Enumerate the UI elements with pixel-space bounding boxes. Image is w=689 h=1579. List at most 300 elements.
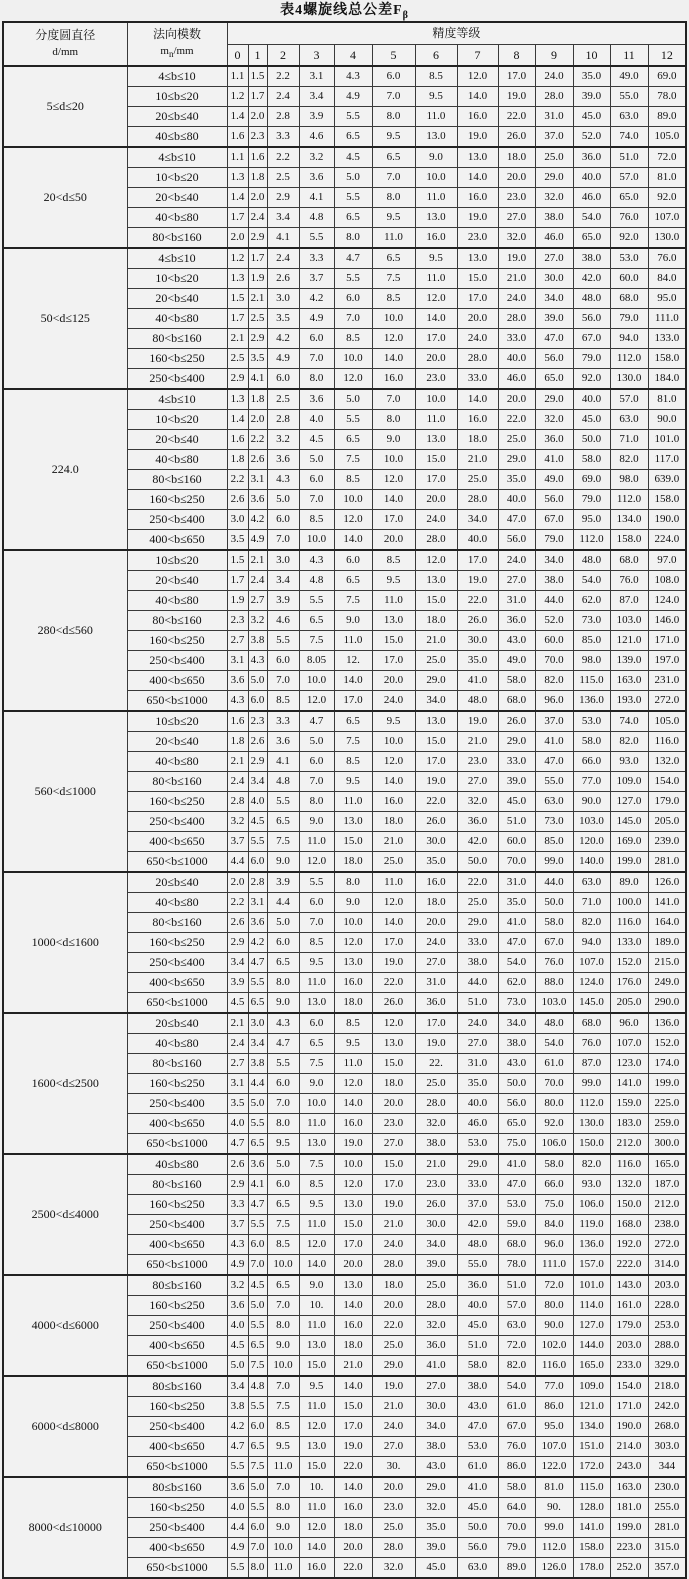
- grade-value-cell: 13.0: [299, 993, 334, 1014]
- b-range-cell: 40<b≤80: [127, 591, 227, 611]
- grade-value-cell: 39.0: [498, 772, 535, 792]
- grade-value-cell: 115.0: [573, 671, 610, 691]
- grade-value-cell: 5.0: [267, 1154, 299, 1175]
- grade-value-cell: 5.5: [248, 973, 267, 993]
- grade-value-cell: 65.0: [535, 369, 573, 390]
- grade-value-cell: 28.0: [372, 1255, 415, 1276]
- grade-value-cell: 18.0: [498, 147, 535, 168]
- grade-value-cell: 79.0: [535, 530, 573, 551]
- grade-value-cell: 25.0: [372, 1336, 415, 1356]
- b-range-cell: 650<b≤1000: [127, 691, 227, 712]
- grade-value-cell: 117.0: [648, 450, 686, 470]
- grade-value-cell: 36.0: [573, 147, 610, 168]
- grade-value-cell: 4.5: [227, 1336, 248, 1356]
- grade-value-cell: 82.0: [535, 671, 573, 691]
- grade-value-cell: 32.0: [415, 1114, 457, 1134]
- grade-value-cell: 49.0: [535, 470, 573, 490]
- b-range-cell: 80<b≤160: [127, 470, 227, 490]
- grade-value-cell: 103.0: [610, 611, 648, 631]
- grade-value-cell: 3.2: [299, 147, 334, 168]
- grade-value-cell: 86.0: [498, 1457, 535, 1478]
- grade-value-cell: 80.0: [535, 1094, 573, 1114]
- grade-value-cell: 171.0: [610, 1397, 648, 1417]
- grade-value-cell: 4.8: [299, 208, 334, 228]
- grade-value-cell: 3.9: [299, 107, 334, 127]
- grade-value-cell: 4.3: [248, 651, 267, 671]
- grade-value-cell: 44.0: [535, 872, 573, 893]
- grade-value-cell: 8.0: [299, 369, 334, 390]
- grade-value-cell: 17.0: [415, 470, 457, 490]
- grade-value-cell: 15.0: [415, 732, 457, 752]
- grade-value-cell: 12.0: [334, 510, 372, 530]
- grade-value-cell: 281.0: [648, 852, 686, 873]
- grade-value-cell: 88.0: [535, 973, 573, 993]
- grade-value-cell: 45.0: [573, 410, 610, 430]
- grade-value-cell: 54.0: [573, 208, 610, 228]
- grade-value-cell: 154.0: [610, 1376, 648, 1397]
- grade-value-cell: 94.0: [573, 933, 610, 953]
- grade-value-cell: 26.0: [457, 611, 498, 631]
- grade-value-cell: 3.4: [267, 208, 299, 228]
- grade-value-cell: 17.0: [334, 1235, 372, 1255]
- grade-value-cell: 4.8: [248, 1376, 267, 1397]
- grade-value-cell: 9.5: [299, 953, 334, 973]
- grade-value-cell: 12.0: [299, 691, 334, 712]
- grade-value-cell: 8.0: [248, 1558, 267, 1579]
- grade-value-cell: 7.0: [299, 913, 334, 933]
- grade-value-cell: 116.0: [610, 1154, 648, 1175]
- grade-value-cell: 50.0: [457, 852, 498, 873]
- grade-value-cell: 40.0: [457, 1094, 498, 1114]
- grade-value-cell: 30.0: [415, 1397, 457, 1417]
- grade-value-cell: 13.0: [457, 147, 498, 168]
- grade-value-cell: 10.0: [267, 1255, 299, 1276]
- grade-value-cell: 13.0: [334, 953, 372, 973]
- b-range-cell: 400<b≤650: [127, 973, 227, 993]
- grade-value-cell: 18.0: [372, 1074, 415, 1094]
- grade-value-cell: 12.0: [334, 933, 372, 953]
- grade-value-cell: 93.0: [610, 752, 648, 772]
- grade-value-cell: 63.0: [573, 872, 610, 893]
- module-header-label: 法向模数: [152, 27, 201, 42]
- grade-value-cell: 2.8: [248, 872, 267, 893]
- grade-value-cell: 116.0: [535, 1356, 573, 1377]
- grade-value-cell: 16.0: [415, 228, 457, 249]
- grade-value-cell: 20.0: [372, 530, 415, 551]
- grade-value-cell: 34.0: [535, 550, 573, 571]
- grade-value-cell: 36.0: [415, 993, 457, 1014]
- grade-value-cell: 203.0: [610, 1336, 648, 1356]
- grade-value-cell: 29.0: [535, 389, 573, 410]
- b-range-cell: 80<b≤160: [127, 611, 227, 631]
- grade-value-cell: 272.0: [648, 1235, 686, 1255]
- grade-value-cell: 5.5: [248, 1316, 267, 1336]
- grade-value-cell: 2.6: [227, 913, 248, 933]
- grade-value-cell: 12.0: [457, 66, 498, 87]
- grade-value-cell: 99.0: [535, 852, 573, 873]
- grade-value-cell: 14.0: [372, 772, 415, 792]
- grade-value-cell: 89.0: [498, 1558, 535, 1579]
- grade-value-cell: 224.0: [648, 530, 686, 551]
- grade-value-cell: 20.0: [372, 1296, 415, 1316]
- grade-value-cell: 51.0: [498, 812, 535, 832]
- grade-value-cell: 6.0: [267, 1175, 299, 1195]
- grade-value-cell: 9.0: [267, 1518, 299, 1538]
- grade-number-header: 1: [248, 45, 267, 67]
- b-range-cell: 20<b≤40: [127, 732, 227, 752]
- grade-value-cell: 4.5: [227, 993, 248, 1014]
- grade-value-cell: 290.0: [648, 993, 686, 1014]
- grade-value-cell: 10.0: [299, 1094, 334, 1114]
- grade-value-cell: 13.0: [299, 1437, 334, 1457]
- grade-value-cell: 134.0: [610, 510, 648, 530]
- grade-value-cell: 2.4: [227, 1034, 248, 1054]
- grade-value-cell: 3.1: [227, 1074, 248, 1094]
- grade-value-cell: 8.5: [415, 66, 457, 87]
- grade-value-cell: 22.0: [372, 973, 415, 993]
- grade-value-cell: 189.0: [648, 933, 686, 953]
- grade-value-cell: 15.0: [457, 269, 498, 289]
- grade-value-cell: 17.0: [372, 1175, 415, 1195]
- grade-value-cell: 32.0: [535, 410, 573, 430]
- grade-value-cell: 11.0: [299, 1215, 334, 1235]
- grade-value-cell: 357.0: [648, 1558, 686, 1579]
- grade-value-cell: 76.0: [573, 1034, 610, 1054]
- grade-value-cell: 58.0: [535, 913, 573, 933]
- grade-value-cell: 75.0: [535, 1195, 573, 1215]
- grade-value-cell: 1.9: [248, 269, 267, 289]
- grade-value-cell: 40.0: [573, 168, 610, 188]
- grade-value-cell: 4.2: [248, 933, 267, 953]
- grade-value-cell: 7.5: [299, 1154, 334, 1175]
- grade-value-cell: 1.8: [227, 732, 248, 752]
- grade-value-cell: 31.0: [498, 591, 535, 611]
- grade-value-cell: 82.0: [610, 450, 648, 470]
- grade-value-cell: 172.0: [573, 1457, 610, 1478]
- grade-value-cell: 21.0: [372, 1397, 415, 1417]
- grade-value-cell: 158.0: [610, 530, 648, 551]
- grade-value-cell: 9.0: [334, 893, 372, 913]
- grade-value-cell: 121.0: [573, 1397, 610, 1417]
- grade-value-cell: 21.0: [498, 269, 535, 289]
- grade-value-cell: 19.0: [498, 248, 535, 269]
- grade-value-cell: 249.0: [648, 973, 686, 993]
- grade-value-cell: 4.5: [299, 430, 334, 450]
- grade-value-cell: 49.0: [498, 651, 535, 671]
- grade-value-cell: 20.0: [372, 1477, 415, 1498]
- grade-value-cell: 40.0: [498, 490, 535, 510]
- grade-value-cell: 41.0: [535, 732, 573, 752]
- b-range-cell: 80<b≤160: [127, 1054, 227, 1074]
- grade-value-cell: 7.5: [267, 832, 299, 852]
- grade-value-cell: 6.0: [299, 470, 334, 490]
- grade-value-cell: 6.0: [299, 893, 334, 913]
- column-header-module: [127, 22, 227, 66]
- grade-value-cell: 9.5: [372, 127, 415, 148]
- grade-value-cell: 8.5: [299, 1175, 334, 1195]
- grade-value-cell: 43.0: [498, 1054, 535, 1074]
- grade-value-cell: 81.0: [648, 168, 686, 188]
- grade-value-cell: 15.0: [334, 1215, 372, 1235]
- grade-value-cell: 197.0: [648, 651, 686, 671]
- grade-value-cell: 12.0: [372, 1013, 415, 1034]
- grade-value-cell: 28.0: [415, 1296, 457, 1316]
- b-range-cell: 10≤b≤20: [127, 550, 227, 571]
- grade-value-cell: 158.0: [648, 490, 686, 510]
- grade-value-cell: 24.0: [372, 1235, 415, 1255]
- grade-value-cell: 253.0: [648, 1316, 686, 1336]
- grade-value-cell: 63.0: [498, 1316, 535, 1336]
- grade-value-cell: 4.3: [267, 470, 299, 490]
- grade-value-cell: 62.0: [498, 973, 535, 993]
- grade-value-cell: 1.3: [227, 168, 248, 188]
- grade-value-cell: 6.5: [334, 571, 372, 591]
- grade-value-cell: 2.2: [267, 147, 299, 168]
- grade-value-cell: 183.0: [610, 1114, 648, 1134]
- grade-value-cell: 15.0: [415, 450, 457, 470]
- grade-value-cell: 115.0: [573, 1477, 610, 1498]
- grade-value-cell: 124.0: [573, 973, 610, 993]
- grade-value-cell: 145.0: [610, 812, 648, 832]
- grade-value-cell: 57.0: [610, 389, 648, 410]
- grade-value-cell: 6.5: [267, 1275, 299, 1296]
- grade-value-cell: 50.0: [573, 430, 610, 450]
- grade-value-cell: 18.0: [372, 1275, 415, 1296]
- title-subscript: β: [402, 9, 409, 21]
- grade-value-cell: 150.0: [610, 1195, 648, 1215]
- grade-value-cell: 12.0: [299, 1417, 334, 1437]
- grade-value-cell: 2.9: [227, 369, 248, 390]
- grade-value-cell: 75.0: [498, 1134, 535, 1155]
- grade-value-cell: 3.4: [248, 772, 267, 792]
- grade-value-cell: 53.0: [498, 1195, 535, 1215]
- grade-value-cell: 25.0: [457, 470, 498, 490]
- grade-value-cell: 60.0: [535, 631, 573, 651]
- grade-value-cell: 7.0: [267, 1477, 299, 1498]
- grade-value-cell: 151.0: [573, 1437, 610, 1457]
- grade-value-cell: 34.0: [535, 289, 573, 309]
- grade-value-cell: 7.5: [334, 732, 372, 752]
- b-range-cell: 250<b≤400: [127, 953, 227, 973]
- grade-value-cell: 6.5: [334, 208, 372, 228]
- grade-value-cell: 72.0: [498, 1336, 535, 1356]
- b-range-cell: 10≤b≤20: [127, 87, 227, 107]
- grade-value-cell: 4.2: [299, 289, 334, 309]
- grade-value-cell: 22.0: [334, 1457, 372, 1478]
- grade-value-cell: 14.0: [299, 1255, 334, 1276]
- grade-value-cell: 8.5: [299, 933, 334, 953]
- grade-value-cell: 6.0: [248, 1417, 267, 1437]
- grade-value-cell: 238.0: [648, 1215, 686, 1235]
- d-range-cell: 1600<d≤2500: [3, 1013, 127, 1154]
- grade-value-cell: 141.0: [610, 1074, 648, 1094]
- grade-value-cell: 132.0: [648, 752, 686, 772]
- grade-value-cell: 11.0: [299, 1316, 334, 1336]
- grade-value-cell: 17.0: [498, 66, 535, 87]
- grade-value-cell: 41.0: [535, 450, 573, 470]
- grade-value-cell: 50.0: [457, 1518, 498, 1538]
- grade-value-cell: 10.0: [334, 913, 372, 933]
- grade-value-cell: 184.0: [648, 369, 686, 390]
- grade-value-cell: 14.0: [457, 87, 498, 107]
- grade-value-cell: 20.0: [372, 1094, 415, 1114]
- grade-value-cell: 11.0: [299, 1114, 334, 1134]
- grade-value-cell: 4.5: [334, 147, 372, 168]
- b-range-cell: 250<b≤400: [127, 1417, 227, 1437]
- b-range-cell: 400<b≤650: [127, 1437, 227, 1457]
- grade-value-cell: 9.5: [267, 1134, 299, 1155]
- grade-value-cell: 42.0: [457, 832, 498, 852]
- grade-value-cell: 6.0: [267, 510, 299, 530]
- grade-value-cell: 4.2: [267, 329, 299, 349]
- grade-value-cell: 127.0: [573, 1316, 610, 1336]
- grade-value-cell: 5.0: [248, 1296, 267, 1316]
- grade-value-cell: 145.0: [573, 993, 610, 1014]
- b-range-cell: 160<b≤250: [127, 1074, 227, 1094]
- grade-number-header: 0: [227, 45, 248, 67]
- b-range-cell: 250<b≤400: [127, 510, 227, 530]
- grade-value-cell: 44.0: [457, 973, 498, 993]
- b-range-cell: 160<b≤250: [127, 792, 227, 812]
- grade-value-cell: 73.0: [573, 611, 610, 631]
- grade-value-cell: 79.0: [573, 349, 610, 369]
- grade-value-cell: 3.2: [227, 812, 248, 832]
- grade-value-cell: 10.0: [267, 1538, 299, 1558]
- grade-value-cell: 13.0: [334, 1195, 372, 1215]
- module-header-unit: $m_n/mm$: [160, 44, 194, 60]
- grade-value-cell: 2.8: [267, 410, 299, 430]
- grade-value-cell: 11.0: [299, 832, 334, 852]
- grade-value-cell: 20.0: [457, 309, 498, 329]
- grade-value-cell: 94.0: [610, 329, 648, 349]
- table-row: [3, 1013, 686, 1034]
- grade-value-cell: 11.0: [267, 1558, 299, 1579]
- grade-value-cell: 1.6: [227, 430, 248, 450]
- page-title: [0, 0, 689, 21]
- grade-value-cell: 24.0: [415, 510, 457, 530]
- grade-value-cell: 42.0: [457, 1215, 498, 1235]
- grade-value-cell: 50.0: [498, 1074, 535, 1094]
- grade-value-cell: 16.0: [299, 1558, 334, 1579]
- grade-value-cell: 2.9: [267, 188, 299, 208]
- grade-value-cell: 32.0: [372, 1558, 415, 1579]
- grade-value-cell: 2.1: [227, 329, 248, 349]
- grade-value-cell: 41.0: [457, 671, 498, 691]
- grade-value-cell: 34.0: [457, 510, 498, 530]
- grade-value-cell: 27.0: [415, 953, 457, 973]
- grade-value-cell: 7.5: [334, 450, 372, 470]
- b-range-cell: 10<b≤20: [127, 168, 227, 188]
- grade-value-cell: 4.7: [227, 1134, 248, 1155]
- b-range-cell: 10<b≤20: [127, 269, 227, 289]
- grade-value-cell: 9.0: [267, 852, 299, 873]
- grade-value-cell: 18.0: [372, 812, 415, 832]
- grade-value-cell: 9.0: [299, 1074, 334, 1094]
- grade-value-cell: 130.0: [573, 1114, 610, 1134]
- b-range-cell: 160<b≤250: [127, 933, 227, 953]
- grade-value-cell: 20.0: [498, 168, 535, 188]
- grade-value-cell: 6.5: [334, 430, 372, 450]
- grade-value-cell: 56.0: [457, 1538, 498, 1558]
- grade-value-cell: 70.0: [535, 651, 573, 671]
- grade-value-cell: 92.0: [648, 188, 686, 208]
- grade-value-cell: 16.0: [457, 410, 498, 430]
- table-row: [3, 1275, 686, 1296]
- grade-value-cell: 112.0: [535, 1538, 573, 1558]
- grade-value-cell: 47.0: [457, 1417, 498, 1437]
- grade-value-cell: 7.0: [372, 87, 415, 107]
- grade-value-cell: 22.0: [498, 410, 535, 430]
- grade-value-cell: 35.0: [415, 852, 457, 873]
- b-range-cell: 250<b≤400: [127, 1518, 227, 1538]
- grade-value-cell: 90.: [535, 1498, 573, 1518]
- grade-value-cell: 1.4: [227, 410, 248, 430]
- b-range-cell: 160<b≤250: [127, 1498, 227, 1518]
- grade-value-cell: 7.0: [299, 772, 334, 792]
- grade-value-cell: 15.0: [372, 631, 415, 651]
- grade-value-cell: 9.5: [415, 87, 457, 107]
- grade-value-cell: 16.0: [457, 188, 498, 208]
- grade-value-cell: 35.0: [498, 470, 535, 490]
- grade-value-cell: 6.5: [267, 1195, 299, 1215]
- grade-value-cell: 54.0: [498, 1376, 535, 1397]
- grade-value-cell: 2.0: [227, 872, 248, 893]
- grade-value-cell: 98.0: [573, 651, 610, 671]
- grade-value-cell: 11.0: [372, 872, 415, 893]
- grade-value-cell: 8.0: [267, 1114, 299, 1134]
- b-range-cell: 400<b≤650: [127, 1235, 227, 1255]
- grade-value-cell: 8.5: [299, 510, 334, 530]
- grade-value-cell: 36.0: [498, 611, 535, 631]
- grade-value-cell: 3.5: [227, 530, 248, 551]
- grade-value-cell: 4.6: [299, 127, 334, 148]
- grade-value-cell: 111.0: [535, 1255, 573, 1276]
- grade-value-cell: 8.5: [334, 470, 372, 490]
- grade-value-cell: 303.0: [648, 1437, 686, 1457]
- grade-value-cell: 25.0: [372, 852, 415, 873]
- grade-value-cell: 4.6: [267, 611, 299, 631]
- grade-value-cell: 3.6: [227, 1477, 248, 1498]
- grade-value-cell: 2.4: [267, 248, 299, 269]
- grade-value-cell: 6.0: [299, 329, 334, 349]
- grade-value-cell: 77.0: [573, 772, 610, 792]
- grade-value-cell: 6.5: [299, 1034, 334, 1054]
- grade-value-cell: 10.: [299, 1477, 334, 1498]
- b-range-cell: 40<b≤80: [127, 752, 227, 772]
- grade-value-cell: 158.0: [573, 1538, 610, 1558]
- grade-value-cell: 12.0: [372, 329, 415, 349]
- grade-value-cell: 78.0: [648, 87, 686, 107]
- grade-value-cell: 7.5: [248, 1356, 267, 1377]
- grade-value-cell: 116.0: [648, 732, 686, 752]
- grade-value-cell: 4.1: [267, 752, 299, 772]
- b-range-cell: 160<b≤250: [127, 1397, 227, 1417]
- grade-value-cell: 95.0: [573, 510, 610, 530]
- grade-value-cell: 1.7: [248, 87, 267, 107]
- grade-value-cell: 6.5: [299, 611, 334, 631]
- grade-value-cell: 33.0: [457, 369, 498, 390]
- grade-value-cell: 71.0: [610, 430, 648, 450]
- grade-value-cell: 8.5: [267, 1417, 299, 1437]
- grade-value-cell: 6.0: [248, 852, 267, 873]
- grade-value-cell: 38.0: [415, 1437, 457, 1457]
- grade-value-cell: 76.0: [610, 208, 648, 228]
- grade-value-cell: 70.0: [535, 1074, 573, 1094]
- grade-value-cell: 35.0: [457, 1074, 498, 1094]
- b-range-cell: 650<b≤1000: [127, 1356, 227, 1377]
- grade-value-cell: 67.0: [573, 329, 610, 349]
- grade-value-cell: 11.0: [415, 410, 457, 430]
